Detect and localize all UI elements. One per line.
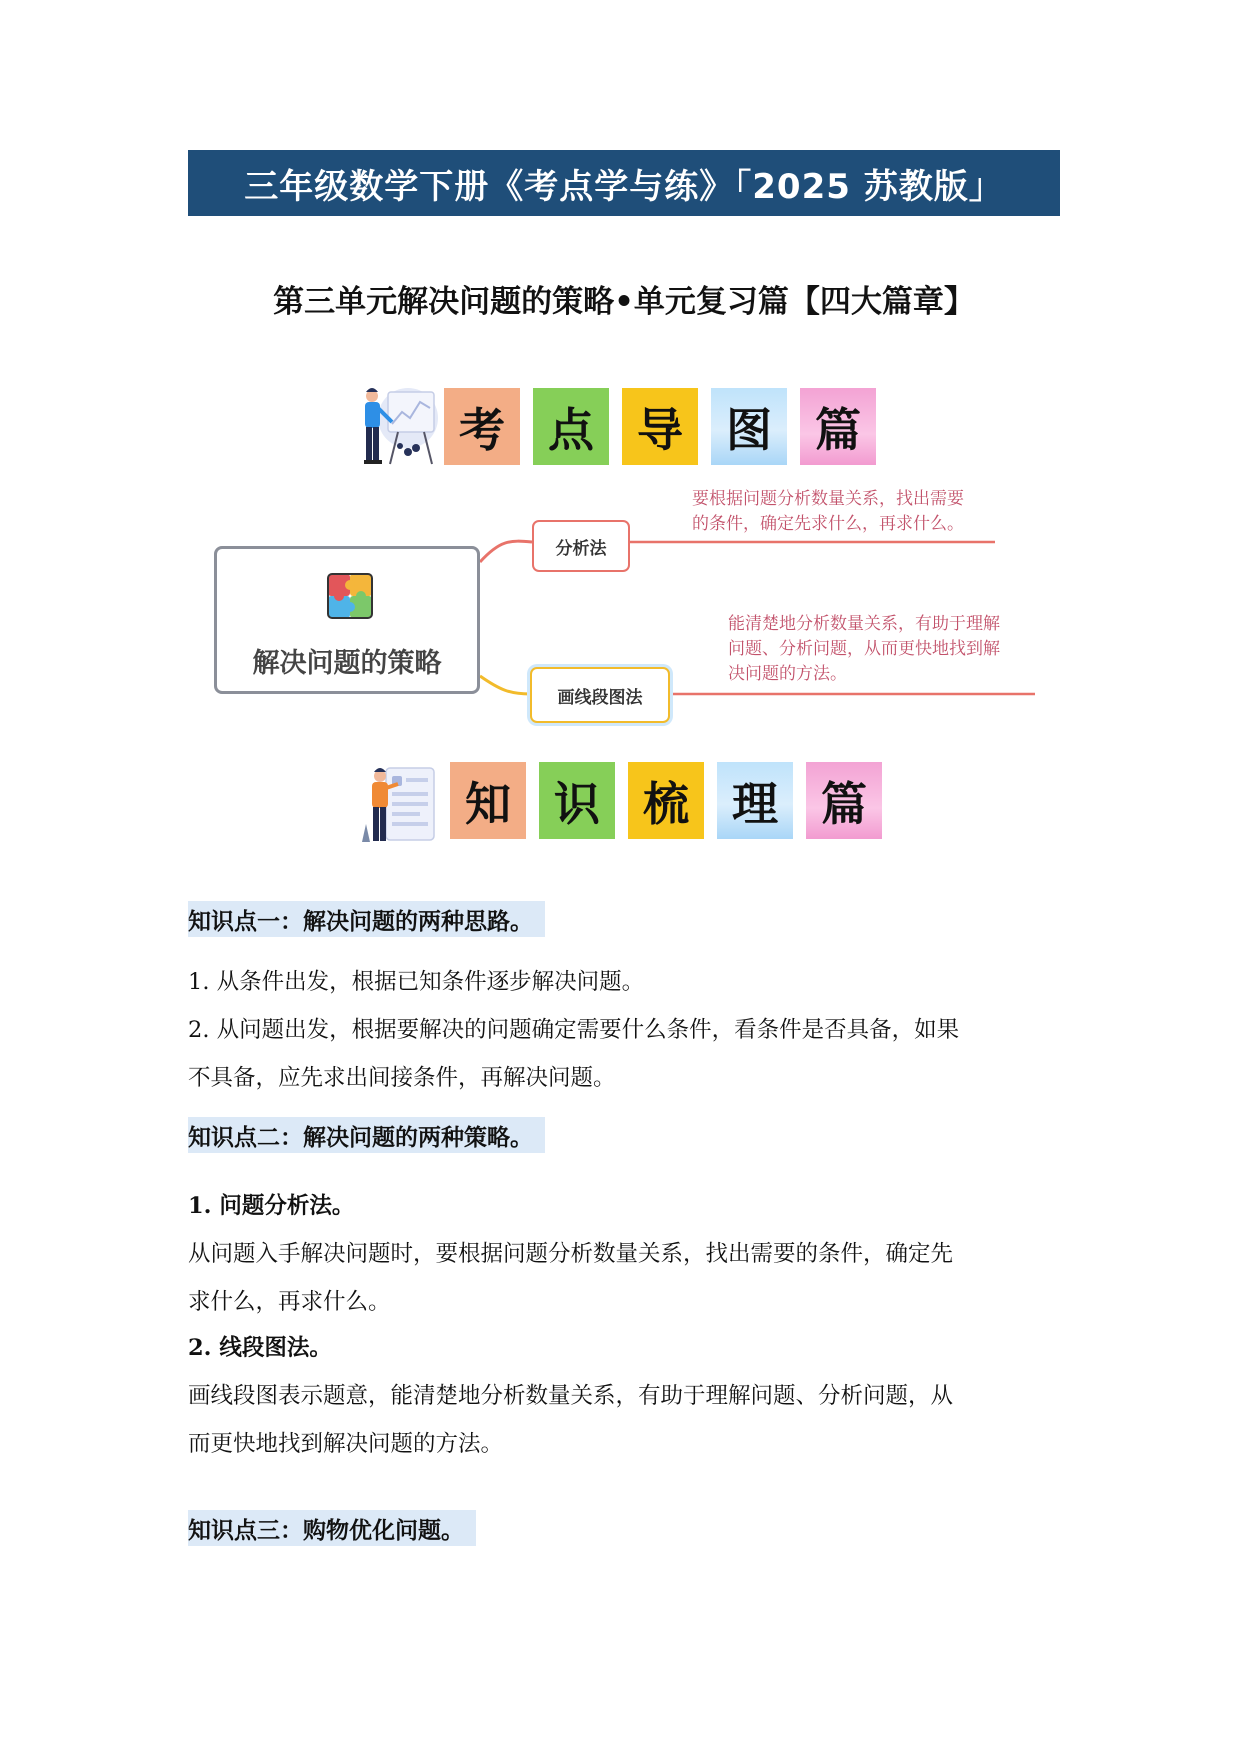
knowledge-point-body xyxy=(188,1230,1060,1326)
mindmap-note-line: 的条件，确定先求什么，再求什么。 xyxy=(692,514,964,534)
banner-tile: 识 xyxy=(539,762,615,839)
banner-tile: 理 xyxy=(717,762,793,839)
body-line: 1. 从条件出发，根据已知条件逐步解决问题。 xyxy=(188,969,645,995)
mindmap-note xyxy=(692,487,964,537)
banner-tile: 导 xyxy=(622,388,698,465)
presenter-chart-icon xyxy=(358,382,442,468)
puzzle-icon xyxy=(326,572,374,620)
body-line: 从问题入手解决问题时，要根据问题分析数量关系，找出需要的条件，确定先 xyxy=(188,1241,954,1267)
sub-heading: 1. 问题分析法。 xyxy=(188,1193,355,1219)
presenter-dashboard-icon xyxy=(358,762,442,848)
banner-title: 三年级数学下册《考点学与练》「2025 苏教版」 xyxy=(188,150,1060,216)
body-line: 求什么，再求什么。 xyxy=(188,1289,391,1315)
mindmap-note-line: 能清楚地分析数量关系，有助于理解 xyxy=(728,614,1000,634)
banner-tile: 图 xyxy=(711,388,787,465)
knowledge-point-body xyxy=(188,958,1060,1102)
mindmap-root-label: 解决问题的策略 xyxy=(252,648,442,679)
knowledge-point-heading: 知识点一：解决问题的两种思路。 xyxy=(188,901,545,937)
page-subtitle: 第三单元解决问题的策略•单元复习篇【四大篇章】 xyxy=(273,284,975,320)
banner-tile: 梳 xyxy=(628,762,704,839)
knowledge-point-body xyxy=(188,1372,1060,1468)
mindmap-root-node xyxy=(214,546,480,694)
mindmap-note-line: 要根据问题分析数量关系，找出需要 xyxy=(692,489,964,509)
mindmap-note-line: 决问题的方法。 xyxy=(728,664,847,684)
section-banner-kaodian xyxy=(444,388,876,465)
knowledge-point-heading: 知识点三：购物优化问题。 xyxy=(188,1510,476,1546)
mindmap-branch-line-diagram: 画线段图法 xyxy=(530,667,670,723)
banner-tile: 篇 xyxy=(806,762,882,839)
mindmap-branch-analysis: 分析法 xyxy=(532,520,630,572)
body-line: 2. 从问题出发，根据要解决的问题确定需要什么条件，看条件是否具备，如果 xyxy=(188,1017,960,1043)
banner-tile: 点 xyxy=(533,388,609,465)
banner-tile: 知 xyxy=(450,762,526,839)
mindmap-note xyxy=(728,612,1000,687)
mindmap-note-line: 问题、分析问题，从而更快地找到解 xyxy=(728,639,1000,659)
sub-heading: 2. 线段图法。 xyxy=(188,1335,332,1361)
body-line: 而更快地找到解决问题的方法。 xyxy=(188,1431,504,1457)
banner-tile: 篇 xyxy=(800,388,876,465)
banner-tile: 考 xyxy=(444,388,520,465)
body-line: 画线段图表示题意，能清楚地分析数量关系，有助于理解问题、分析问题，从 xyxy=(188,1383,954,1409)
section-banner-zhishi xyxy=(450,762,882,839)
knowledge-point-heading: 知识点二：解决问题的两种策略。 xyxy=(188,1117,545,1153)
body-line: 不具备，应先求出间接条件，再解决问题。 xyxy=(188,1065,616,1091)
